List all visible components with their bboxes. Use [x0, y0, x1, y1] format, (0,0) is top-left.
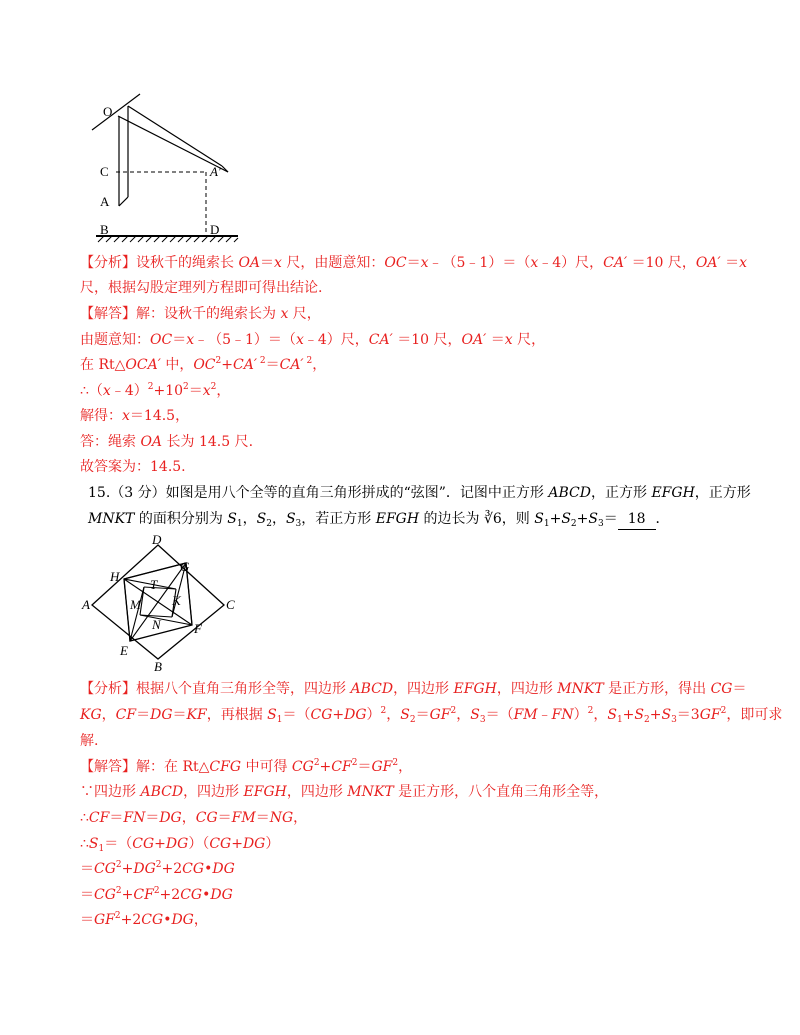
q14-answer-line5: 解得：x＝14.5， — [80, 408, 190, 424]
label-F: F — [194, 621, 202, 636]
q15-answer-line2: ∵四边形 ABCD，四边形 EFGH，四边形 MNKT 是正方形，八个直角三角形全等， — [80, 784, 609, 800]
q15-answer-line7: $=GF^2+2CG•DG$， — [80, 911, 208, 928]
label-O: O — [103, 104, 113, 119]
q14-answer-line6: 答：绳索 OA 长为 14.5 尺. — [80, 434, 254, 450]
label-K: K — [172, 593, 181, 608]
label-M: M — [130, 597, 141, 612]
q15-answer-line6: $=CG^2+CF^2+2CG•DG$ — [80, 886, 233, 903]
label-A: A — [82, 597, 90, 612]
q15-answer-line3: ∴CF＝FN＝DG，CG＝FM＝NG， — [80, 810, 308, 826]
swing-figure — [88, 94, 248, 244]
label-C: C — [226, 597, 235, 612]
q15-answer-line4: $\therefore S_1=(CG+DG)(CG+DG)$ — [80, 836, 280, 854]
q15-analysis-line3: 解. — [80, 733, 99, 749]
label-H: H — [110, 569, 120, 584]
label-A-prime: A′ — [210, 164, 221, 179]
q14-answer-line2: 由题意知：OC＝x﹣（5﹣1）＝（x﹣4）尺，CA′ ＝10 尺，OA′ ＝x 尺， — [80, 332, 546, 348]
q15-answer-line5: $=CG^2+DG^2+2CG•DG$ — [80, 860, 235, 877]
q15-stem-line2: MNKT 的面积分别为 $S_1$，$S_2$，$S_3$，若正方形 EFGH 的边长为 ∛6，则 $S_1+S_2+S_3= 18$ ． — [88, 511, 670, 529]
label-D: D — [210, 222, 220, 237]
q14-answer-line1: 【解答】解：设秋千的绳索长为 x 尺， — [80, 306, 321, 322]
q15-analysis-line2: KG，CF＝DG＝KF，再根据 $S_1=(CG+DG)^2$，$S_2=GF^2$，$S_3=(FM﹣FN)^2$，$S_1+S_2+S_3=3GF^2$，即可求 — [80, 706, 783, 725]
label-E: E — [120, 643, 128, 658]
q15-analysis-line1: 【分析】根据八个直角三角形全等，四边形 ABCD，四边形 EFGH，四边形 MNKT 是正方形，得出 CG＝ — [80, 681, 747, 697]
square-figure — [84, 533, 244, 673]
q15-answer-line1: 【解答】解：在 Rt△CFG 中可得 $CG^2+CF^2=GF^2$， — [80, 758, 413, 775]
label-B: B — [100, 222, 109, 237]
q14-analysis-line1: 【分析】设秋千的绳索长 OA＝x 尺，由题意知：OC＝x﹣（5﹣1）＝（x﹣4）尺，CA′ ＝10 尺，OA′ ＝x — [80, 255, 748, 271]
q14-answer-line3: 在 Rt△OCA′ 中，$OC^2+CA'$ $^2$＝CA′ $^2$， — [80, 356, 327, 373]
q15-answer: 18 — [618, 509, 656, 530]
label-G: G — [180, 559, 190, 574]
q14-answer-line4: $\therefore(x﹣4)^2+10^2=x^2$， — [80, 382, 231, 399]
label-N: N — [152, 617, 161, 632]
q14-answer-line7: 故答案为：14.5. — [80, 459, 186, 475]
label-D: D — [152, 532, 162, 547]
q15-number: 15. — [88, 485, 111, 501]
label-C: C — [100, 164, 109, 179]
label-T: T — [150, 577, 158, 592]
label-B: B — [154, 659, 162, 674]
q14-analysis-line2: 尺，根据勾股定理列方程即可得出结论. — [80, 280, 323, 296]
q15-stem-line1: 15.（3 分）如图是用八个全等的直角三角形拼成的“弦图”．记图中正方形 ABCD，正方形 EFGH，正方形 — [88, 485, 751, 501]
label-A: A — [100, 194, 110, 209]
